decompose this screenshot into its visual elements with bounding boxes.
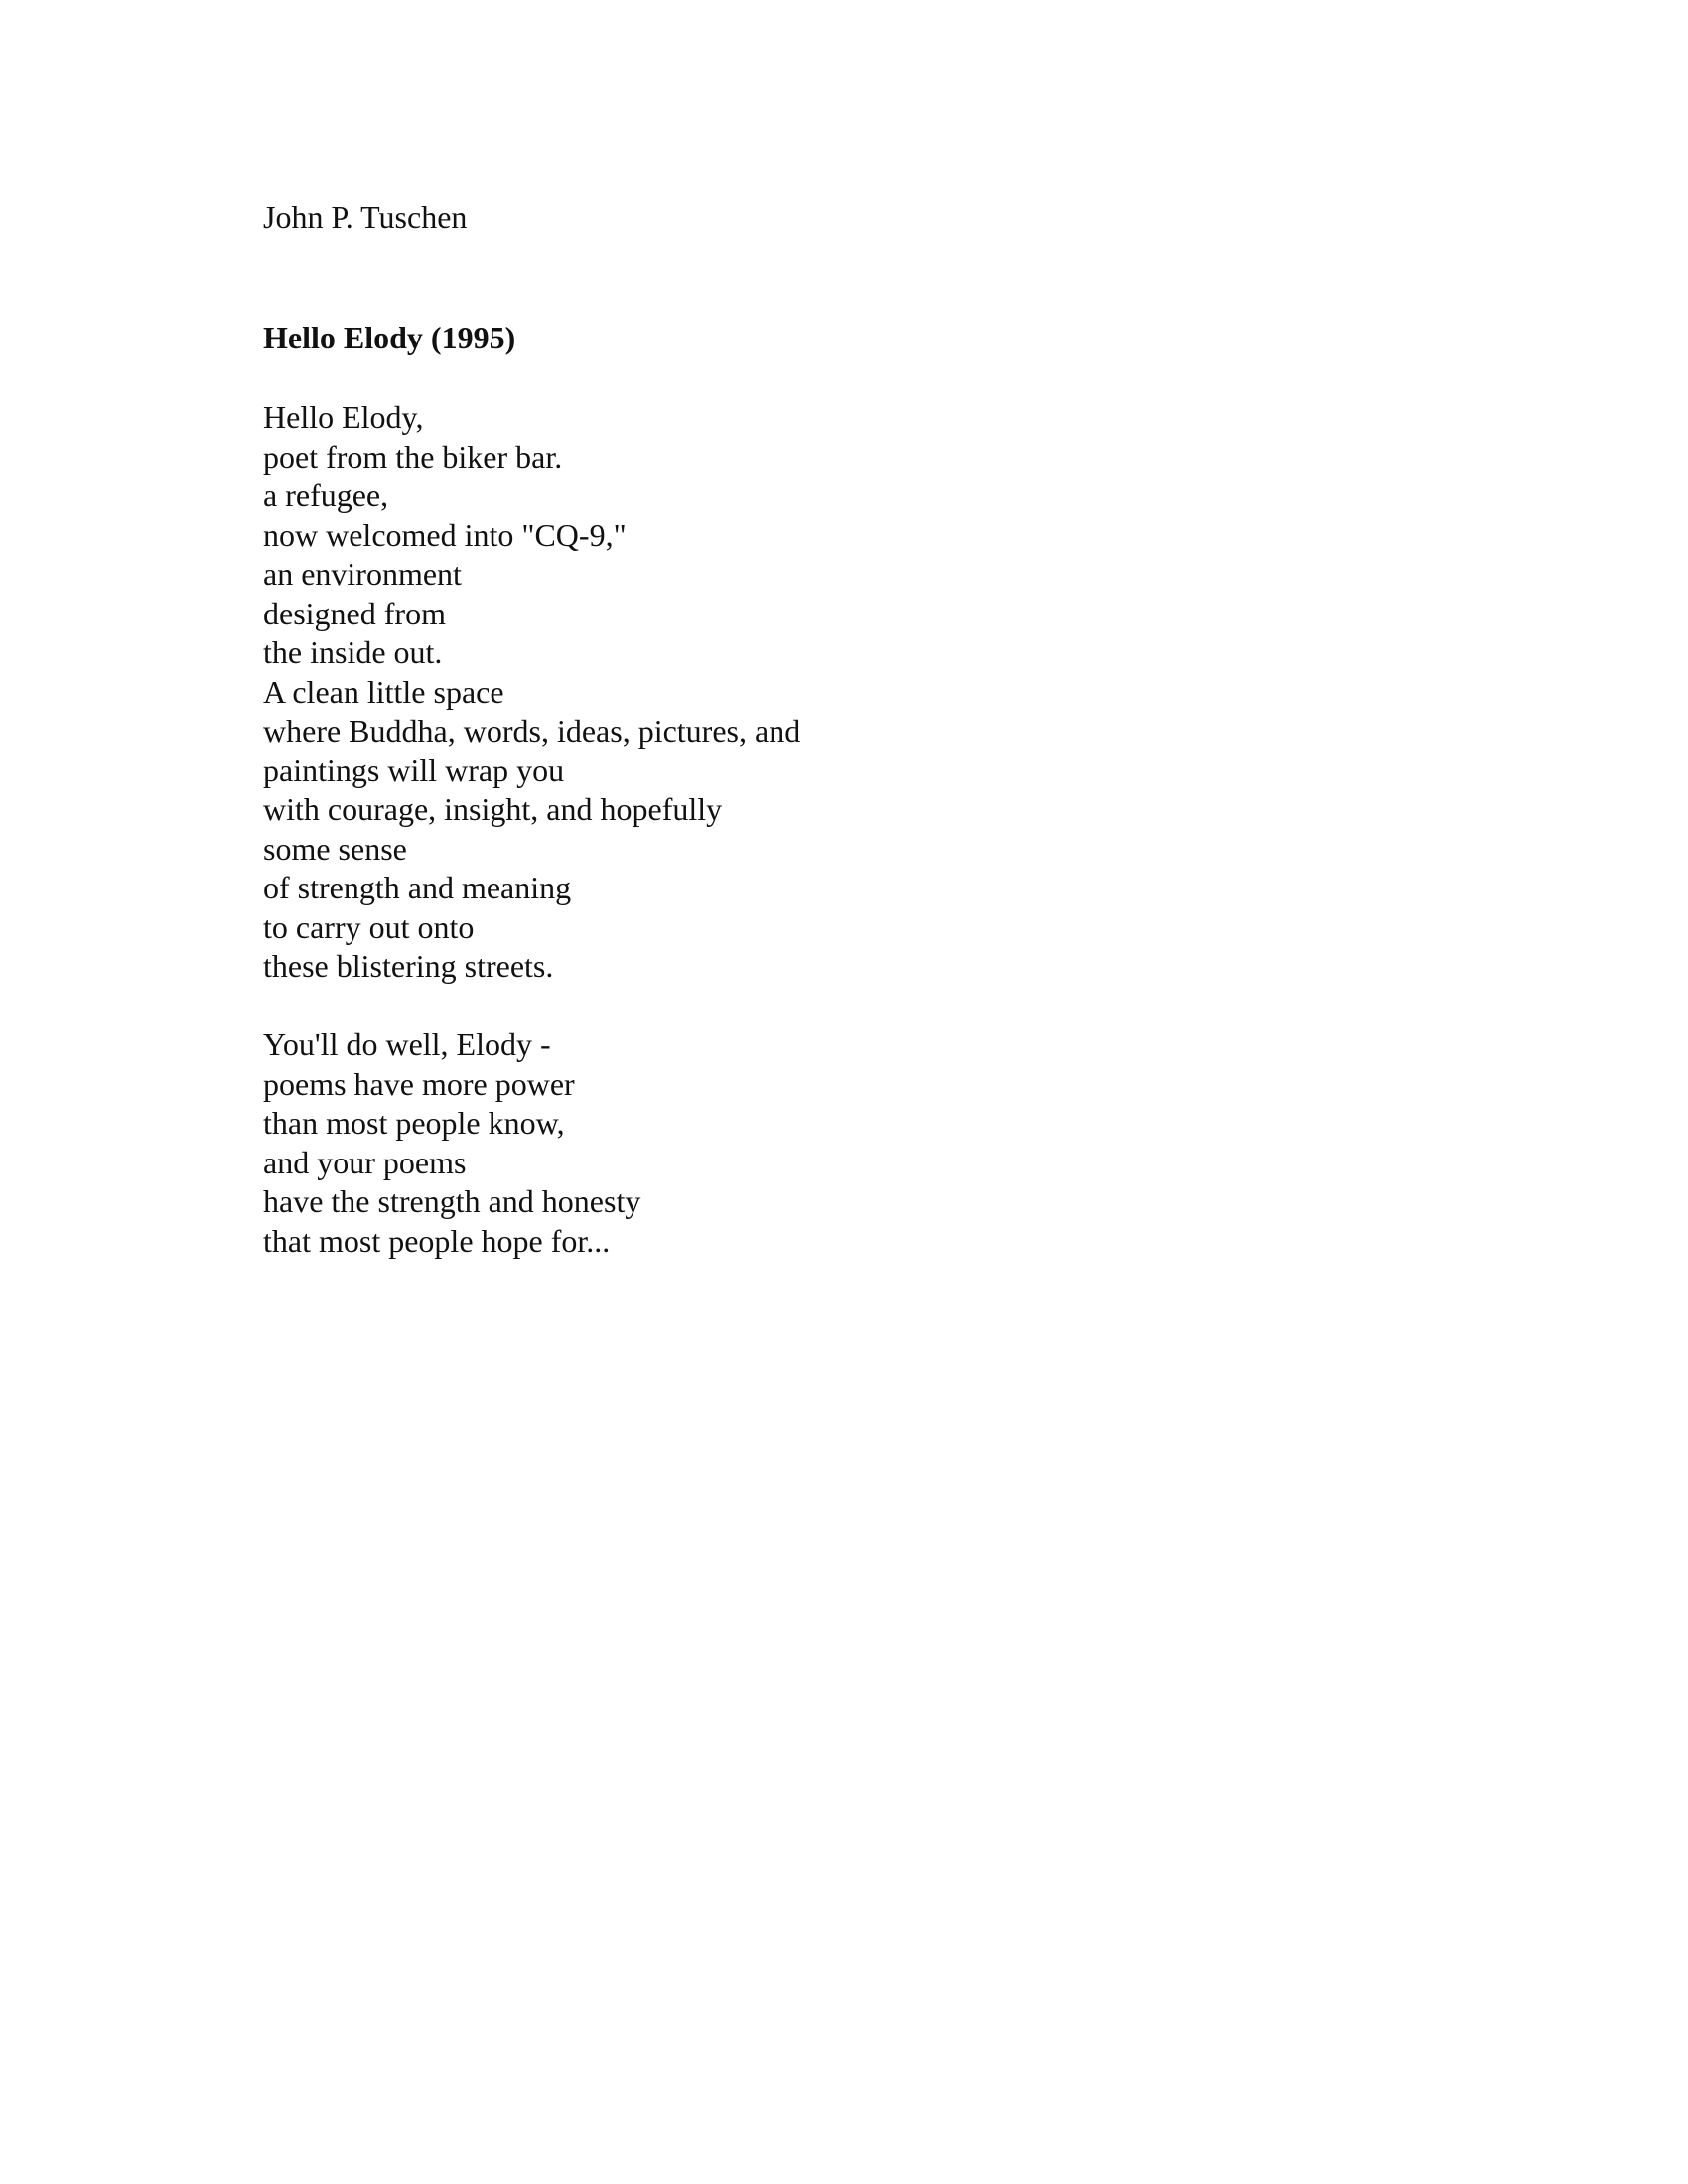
poem-body (263, 398, 1455, 1300)
poem-line: designed from (263, 595, 446, 631)
poem-line: a refugee, (263, 478, 389, 513)
poem-line: paintings will wrap you (263, 751, 565, 788)
poem-line: You'll do well, Elody - (263, 1026, 551, 1062)
poem-line: to carry out onto (263, 908, 475, 945)
poem-line: an environment (263, 556, 462, 592)
poem-line: where Buddha, words, ideas, pictures, and (263, 713, 801, 749)
poem-line: Hello Elody, (263, 399, 424, 435)
poem-line: these blistering streets. (263, 948, 554, 984)
poem-line: with courage, insight, and hopefully (263, 791, 723, 827)
poem-line: poems have more power (263, 1065, 575, 1102)
poem-line: have the strength and honesty (263, 1183, 641, 1219)
poem-line: some sense (263, 830, 407, 867)
poem-line: and your poems (263, 1144, 467, 1180)
author-name: John P. Tuschen (263, 200, 468, 235)
poem-line: the inside out. (263, 634, 443, 670)
poem-line: now welcomed into "CQ-9," (263, 516, 627, 553)
poem-line: A clean little space (263, 673, 504, 710)
poem-title: Hello Elody (1995) (263, 320, 516, 355)
stanza-2 (263, 1025, 1455, 1261)
poem-line: poet from the biker bar. (263, 438, 563, 475)
stanza-1 (263, 398, 1455, 987)
poem-line: that most people hope for... (263, 1222, 611, 1259)
poem-line: of strength and meaning (263, 870, 572, 905)
poem-line: than most people know, (263, 1105, 565, 1141)
